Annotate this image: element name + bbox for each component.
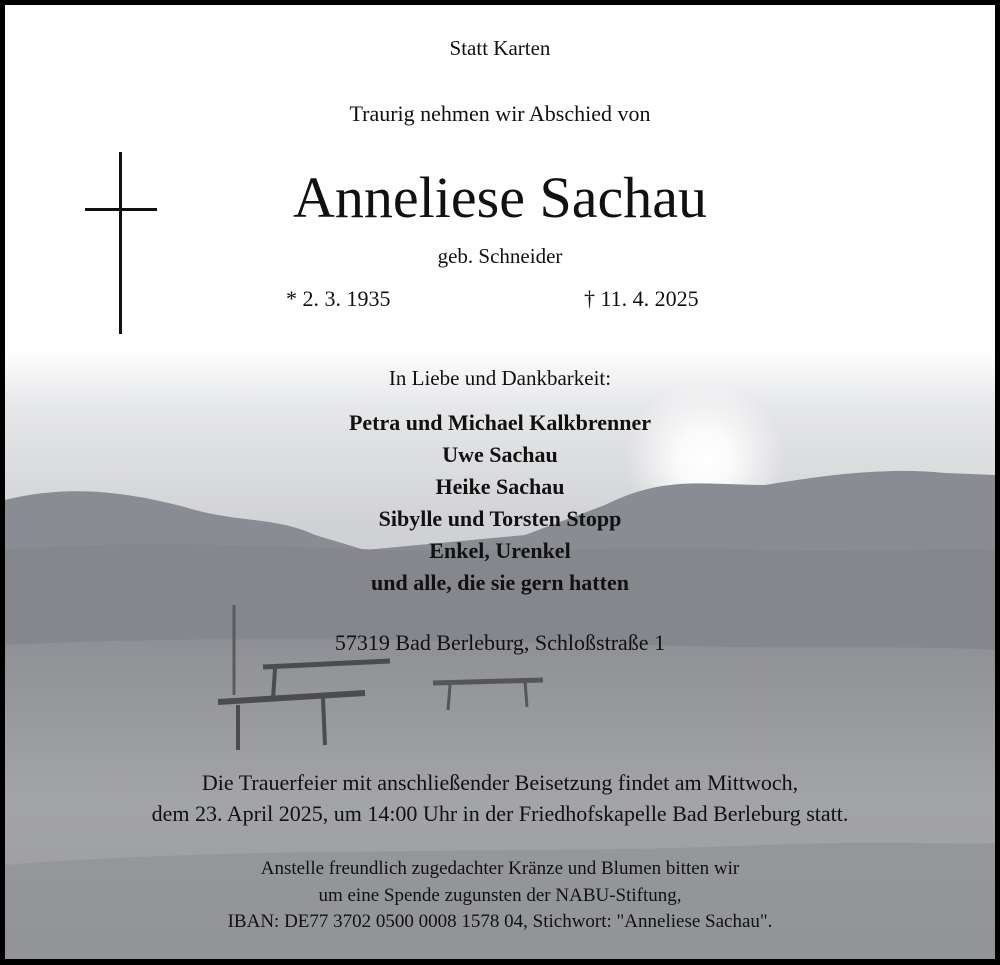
donation-line: IBAN: DE77 3702 0500 0008 1578 04, Stichwort: "Anneliese Sachau". [227,911,773,932]
ceremony-line: Die Trauerfeier mit anschließender Beisetzung findet am Mittwoch, [201,770,799,795]
birth-date: * 2. 3. 1935 [286,286,391,311]
mourner-name: Enkel, Urenkel [429,538,571,563]
notice-content [5,5,995,959]
ceremony-line: dem 23. April 2025, um 14:00 Uhr in der Friedhofskapelle Bad Berleburg statt. [151,801,849,826]
mourners-intro: In Liebe und Dankbarkeit: [388,366,612,390]
maiden-name: geb. Schneider [437,244,563,268]
donation-line: Anstelle freundlich zugedachter Kränze und Blumen bitten wir [260,858,740,879]
mourner-name: Heike Sachau [435,474,565,499]
mourner-name: Uwe Sachau [442,442,558,467]
donation-line: um eine Spende zugunsten der NABU-Stiftung, [318,885,682,906]
intro-text: Traurig nehmen wir Abschied von [349,101,651,126]
mourner-name: Petra und Michael Kalkbrenner [348,410,652,435]
statt-karten: Statt Karten [449,36,551,60]
deceased-name: Anneliese Sachau [293,165,707,230]
death-date: † 11. 4. 2025 [584,286,699,311]
address: 57319 Bad Berleburg, Schloßstraße 1 [334,630,666,655]
mourner-name: und alle, die sie gern hatten [371,570,629,595]
mourner-name: Sibylle und Torsten Stopp [378,506,622,531]
